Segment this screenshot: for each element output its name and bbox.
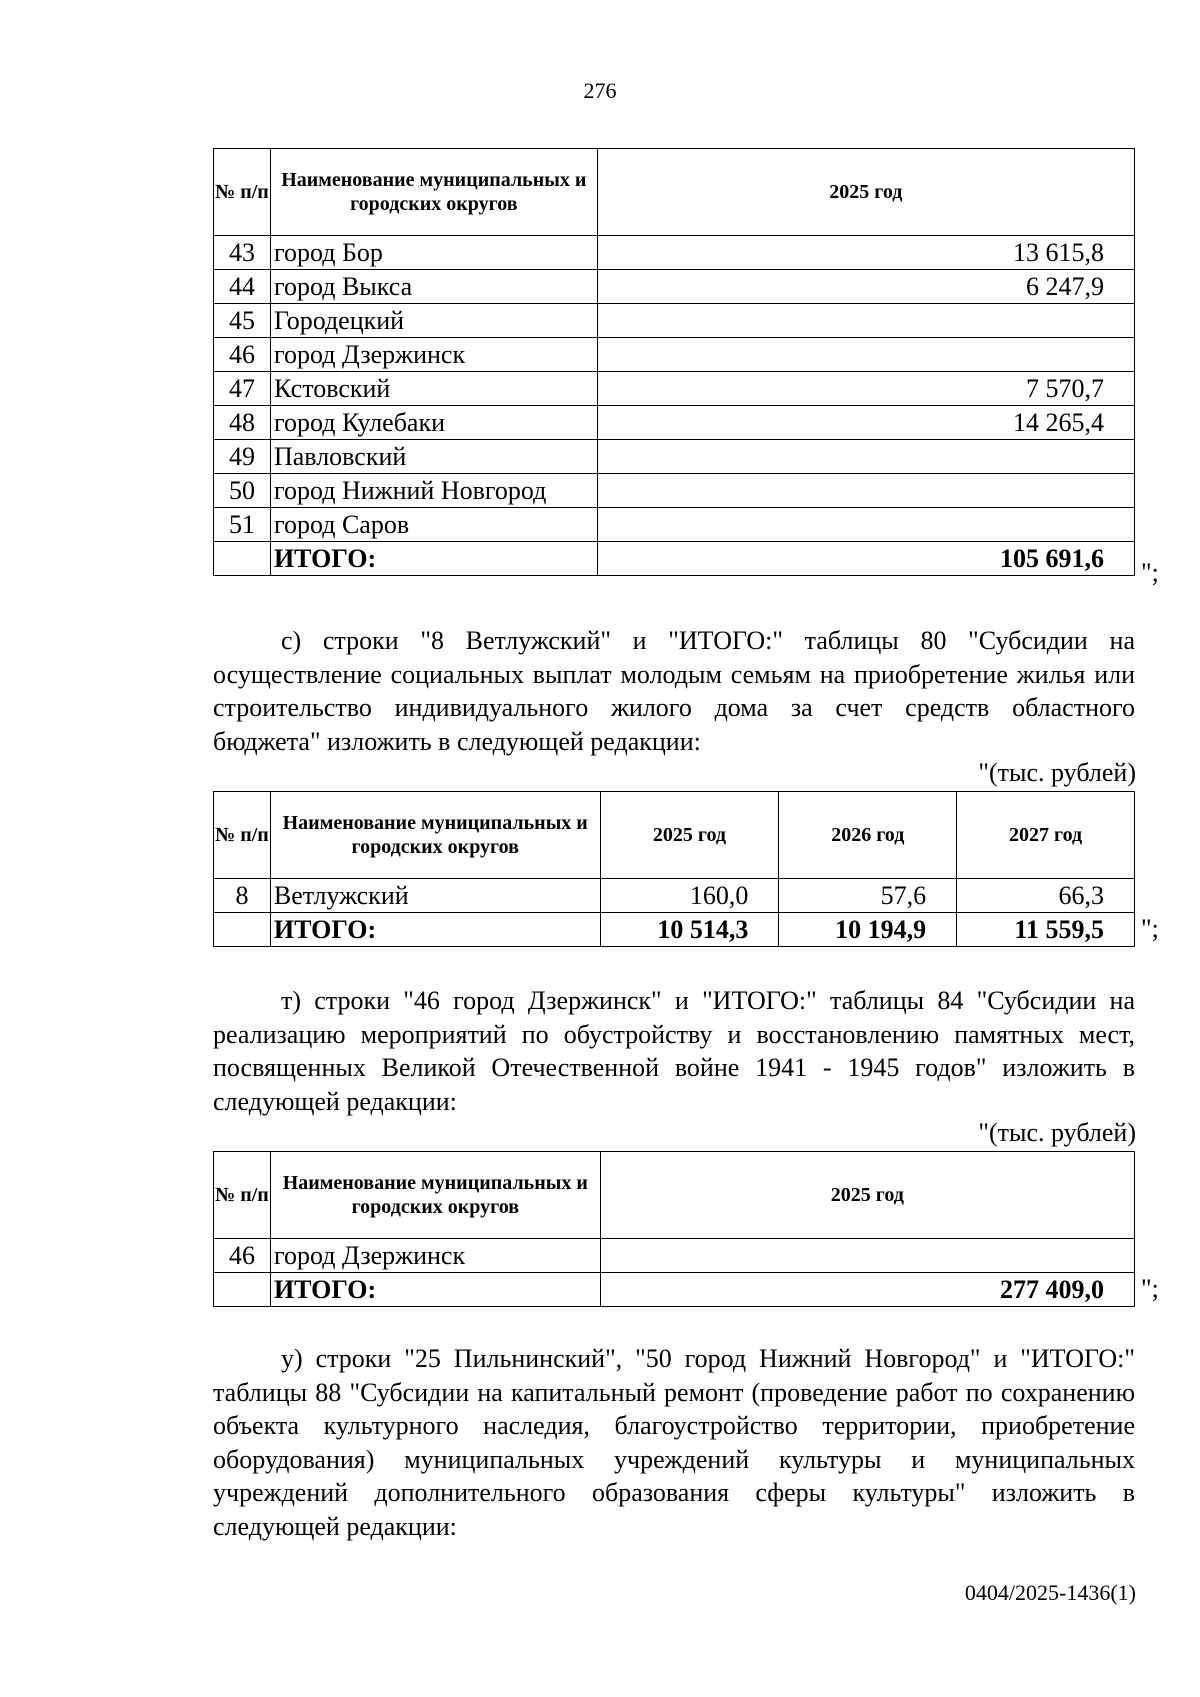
header-name: Наименование муниципальных и городских округов — [270, 149, 597, 236]
header-2025: 2025 год — [597, 149, 1134, 236]
total-label: ИТОГО: — [270, 1273, 600, 1307]
row-name: Ветлужский — [270, 879, 600, 913]
row-num: 50 — [214, 474, 271, 508]
quote-end-1: "; — [1141, 558, 1159, 587]
document-code: 0404/2025-1436(1) — [964, 1580, 1136, 1605]
quote-end-2: "; — [1141, 914, 1159, 943]
row-name: Городецкий — [270, 304, 597, 338]
page-number: 276 — [583, 78, 617, 103]
row-num: 46 — [214, 1239, 271, 1273]
row-name: город Нижний Новгород — [270, 474, 597, 508]
row-name: город Саров — [270, 508, 597, 542]
paragraph-t: т) строки "46 город Дзержинск" и "ИТОГО:" таблицы 84 "Субсидии на реализацию мероприятий по обустройству и восстановлению памятных мест, посвященных Великой Отечественной войне 1941 - 1945 годов" изложить в следующей редакции: — [213, 986, 1135, 1116]
row-name: город Дзержинск — [270, 338, 597, 372]
table-row — [214, 440, 1135, 474]
row-2025 — [597, 474, 1134, 508]
total-label: ИТОГО: — [270, 542, 597, 576]
row-2025 — [600, 1239, 1134, 1273]
header-num: № п/п — [214, 792, 271, 879]
row-name: Кстовский — [270, 372, 597, 406]
row-num: 51 — [214, 508, 271, 542]
row-num: 44 — [214, 270, 271, 304]
table-subsidies-2 — [213, 791, 1135, 947]
row-name: город Дзержинск — [270, 1239, 600, 1273]
row-2025: 13 615,8 — [597, 236, 1134, 270]
row-num: 8 — [214, 879, 271, 913]
header-name: Наименование муниципальных и городских округов — [270, 792, 600, 879]
quote-end-3: "; — [1141, 1274, 1159, 1303]
header-2026: 2026 год — [779, 792, 957, 879]
total-num — [214, 913, 271, 947]
row-2025: 160,0 — [600, 879, 779, 913]
units-label-t: "(тыс. рублей) — [978, 1118, 1136, 1147]
header-2025: 2025 год — [600, 1152, 1134, 1239]
table-row — [214, 879, 1135, 913]
row-num: 46 — [214, 338, 271, 372]
total-2025: 277 409,0 — [600, 1273, 1134, 1307]
table-row — [214, 338, 1135, 372]
row-name: город Выкса — [270, 270, 597, 304]
row-2025: 6 247,9 — [597, 270, 1134, 304]
table-row — [214, 508, 1135, 542]
table-subsidies-1 — [213, 148, 1135, 576]
total-num — [214, 1273, 271, 1307]
units-label-c: "(тыс. рублей) — [978, 758, 1136, 787]
row-2025: 7 570,7 — [597, 372, 1134, 406]
header-num: № п/п — [214, 1152, 271, 1239]
row-name: Павловский — [270, 440, 597, 474]
table-row — [214, 474, 1135, 508]
table-row — [214, 1239, 1135, 1273]
row-2025 — [597, 508, 1134, 542]
row-num: 49 — [214, 440, 271, 474]
header-num: № п/п — [214, 149, 271, 236]
row-2025 — [597, 304, 1134, 338]
total-2027: 11 559,5 — [957, 913, 1135, 947]
header-name: Наименование муниципальных и городских округов — [270, 1152, 600, 1239]
row-num: 47 — [214, 372, 271, 406]
row-2027: 66,3 — [957, 879, 1135, 913]
row-num: 45 — [214, 304, 271, 338]
row-num: 48 — [214, 406, 271, 440]
table-row — [214, 236, 1135, 270]
table-row — [214, 406, 1135, 440]
table-row — [214, 270, 1135, 304]
total-2026: 10 194,9 — [779, 913, 957, 947]
total-2025: 10 514,3 — [600, 913, 779, 947]
total-label: ИТОГО: — [270, 913, 600, 947]
table-row — [214, 304, 1135, 338]
header-2025: 2025 год — [600, 792, 779, 879]
paragraph-c: с) строки "8 Ветлужский" и "ИТОГО:" таблицы 80 "Субсидии на осуществление социальных выплат молодым семьям на приобретение жилья или строительство индивидуального жилого дома за счет средств областного бюджета" изложить в следующей редакции: — [213, 626, 1135, 756]
row-name: город Кулебаки — [270, 406, 597, 440]
row-2025 — [597, 338, 1134, 372]
total-num — [214, 542, 271, 576]
row-name: город Бор — [270, 236, 597, 270]
table-row — [214, 372, 1135, 406]
total-2025: 105 691,6 — [597, 542, 1134, 576]
header-2027: 2027 год — [957, 792, 1135, 879]
row-num: 43 — [214, 236, 271, 270]
paragraph-u: у) строки "25 Пильнинский", "50 город Нижний Новгород" и "ИТОГО:" таблицы 88 "Субсидии на капитальный ремонт (проведение работ по сохранению объекта культурного наследия, благоустройство территории, приобретение оборудования) муниципальных учреждений культуры и муниципальных учреждений дополнительного образования сферы культуры" изложить в следующей редакции: — [213, 1344, 1135, 1541]
row-2025: 14 265,4 — [597, 406, 1134, 440]
row-2025 — [597, 440, 1134, 474]
table-subsidies-3 — [213, 1151, 1135, 1307]
row-2026: 57,6 — [779, 879, 957, 913]
